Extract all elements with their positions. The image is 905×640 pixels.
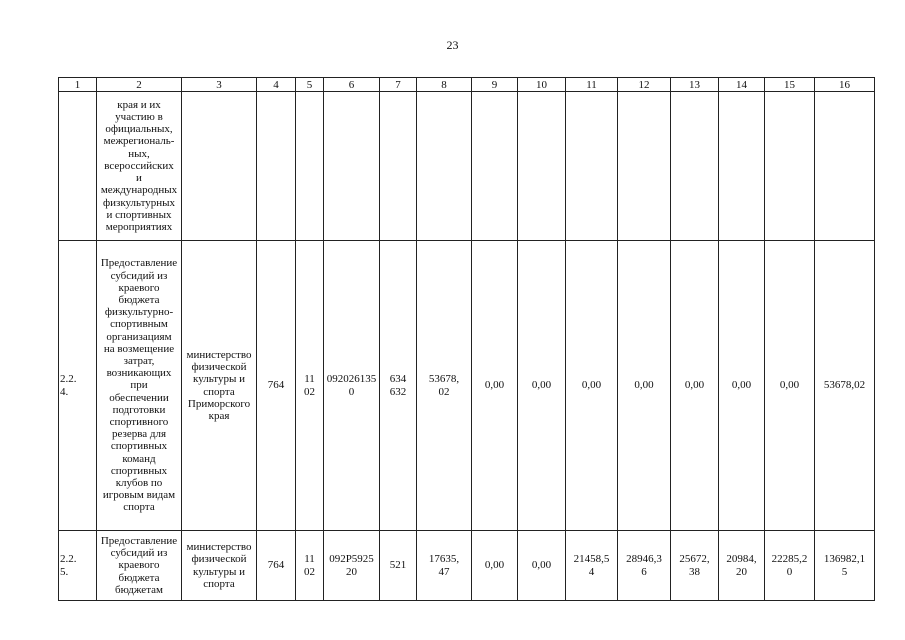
row-name-cell <box>97 241 182 531</box>
row-csr-cell <box>324 531 380 601</box>
row-value: 0,00 <box>731 379 752 392</box>
column-header: 16 <box>815 78 875 92</box>
row-value-cell <box>472 92 518 241</box>
row-value-cell <box>566 531 618 601</box>
row-value-cell <box>765 241 815 531</box>
column-header: 11 <box>566 78 618 92</box>
row-total-2020: 53678, 02 <box>428 373 460 398</box>
row-grbs-cell <box>257 241 296 531</box>
table-row <box>59 241 875 531</box>
row-rzpr-cell <box>296 241 324 531</box>
row-total: 136982,1 5 <box>823 553 866 578</box>
column-header: 12 <box>618 78 671 92</box>
row-code: 2.2. 5. <box>60 553 77 578</box>
budget-table <box>58 77 875 601</box>
row-value-cell <box>417 531 472 601</box>
row-value-cell <box>566 92 618 241</box>
row-value: 0,00 <box>484 559 505 572</box>
row-value-cell <box>472 531 518 601</box>
row-value-cell <box>671 241 719 531</box>
row-name-cell <box>97 92 182 241</box>
column-header: 8 <box>417 78 472 92</box>
row-rzpr: 11 02 <box>304 553 315 578</box>
table-row <box>59 92 875 241</box>
row-total-2020: 17635, 47 <box>428 553 460 578</box>
row-vr: 521 <box>389 559 407 572</box>
row-value-cell <box>719 241 765 531</box>
row-vr-cell <box>380 92 417 241</box>
row-value-cell <box>671 92 719 241</box>
row-value: 0,00 <box>634 379 654 392</box>
row-value-cell <box>618 241 671 531</box>
table-row <box>59 531 875 601</box>
column-header: 9 <box>472 78 518 92</box>
row-value: 0,00 <box>581 379 602 392</box>
row-name: края и их участию в официальных, межрегиональ- ных, всероссийских и международных физкультурных и спортивных мероприятиях <box>100 98 178 233</box>
row-grbs-cell <box>257 92 296 241</box>
row-vr-cell <box>380 531 417 601</box>
row-code: 2.2. 4. <box>60 373 77 398</box>
row-value-cell <box>518 241 566 531</box>
page-number: 23 <box>446 38 459 52</box>
row-value-cell <box>765 92 815 241</box>
column-header: 5 <box>296 78 324 92</box>
column-header: 7 <box>380 78 417 92</box>
row-vr-cell <box>380 241 417 531</box>
row-executor: министерство физической культуры и спорта Приморского края <box>186 348 252 422</box>
row-value-cell <box>671 531 719 601</box>
row-code-cell <box>59 92 97 241</box>
row-value: 25672, 38 <box>679 553 710 578</box>
row-value: 0,00 <box>484 379 505 392</box>
row-value-cell <box>566 241 618 531</box>
row-value-cell <box>417 92 472 241</box>
column-header: 10 <box>518 78 566 92</box>
row-value: 21458,5 4 <box>573 553 610 578</box>
row-value: 28946,3 6 <box>626 553 662 578</box>
row-grbs: 764 <box>267 559 285 572</box>
column-header: 13 <box>671 78 719 92</box>
row-name: Предоставление субсидий из краевого бюджета бюджетам <box>100 534 178 596</box>
row-value-cell <box>518 92 566 241</box>
column-header: 2 <box>97 78 182 92</box>
row-csr: 092P5925 20 <box>329 553 374 578</box>
row-value: 0,00 <box>779 379 800 392</box>
row-value-cell <box>719 531 765 601</box>
column-header: 4 <box>257 78 296 92</box>
table-header-row <box>59 78 875 92</box>
row-value-cell <box>719 92 765 241</box>
column-header: 14 <box>719 78 765 92</box>
row-executor-cell <box>182 92 257 241</box>
row-executor-cell <box>182 531 257 601</box>
row-rzpr-cell <box>296 92 324 241</box>
row-executor-cell <box>182 241 257 531</box>
row-rzpr-cell <box>296 531 324 601</box>
row-value: 20984, 20 <box>726 553 757 578</box>
row-csr: 092026135 0 <box>326 373 377 398</box>
row-total-cell <box>815 531 875 601</box>
row-value-cell <box>618 92 671 241</box>
column-header: 1 <box>59 78 97 92</box>
column-header: 6 <box>324 78 380 92</box>
row-vr: 634 632 <box>389 373 407 398</box>
row-csr-cell <box>324 92 380 241</box>
row-code-cell <box>59 531 97 601</box>
row-csr-cell <box>324 241 380 531</box>
row-grbs: 764 <box>267 379 285 392</box>
row-value: 22285,2 0 <box>771 553 808 578</box>
row-value-cell <box>518 531 566 601</box>
row-name-cell <box>97 531 182 601</box>
row-value: 0,00 <box>531 379 552 392</box>
row-grbs-cell <box>257 531 296 601</box>
row-total-cell <box>815 92 875 241</box>
column-header: 3 <box>182 78 257 92</box>
row-value: 0,00 <box>684 379 705 392</box>
row-name: Предоставление субсидий из краевого бюджета физкультурно- спортивным организациям на возмещение затрат, возникающих при обеспечении подготовки спортивного резерва для спортивных команд спортивных клубов по игровым видам спорта <box>100 257 178 514</box>
row-total: 53678,02 <box>823 379 866 392</box>
row-value-cell <box>618 531 671 601</box>
row-value-cell <box>472 241 518 531</box>
row-code-cell <box>59 241 97 531</box>
row-value-cell <box>417 241 472 531</box>
row-value: 0,00 <box>531 559 552 572</box>
column-header: 15 <box>765 78 815 92</box>
row-total-cell <box>815 241 875 531</box>
row-value-cell <box>765 531 815 601</box>
row-executor: министерство физической культуры и спорта <box>186 541 252 590</box>
row-rzpr: 11 02 <box>304 373 315 398</box>
